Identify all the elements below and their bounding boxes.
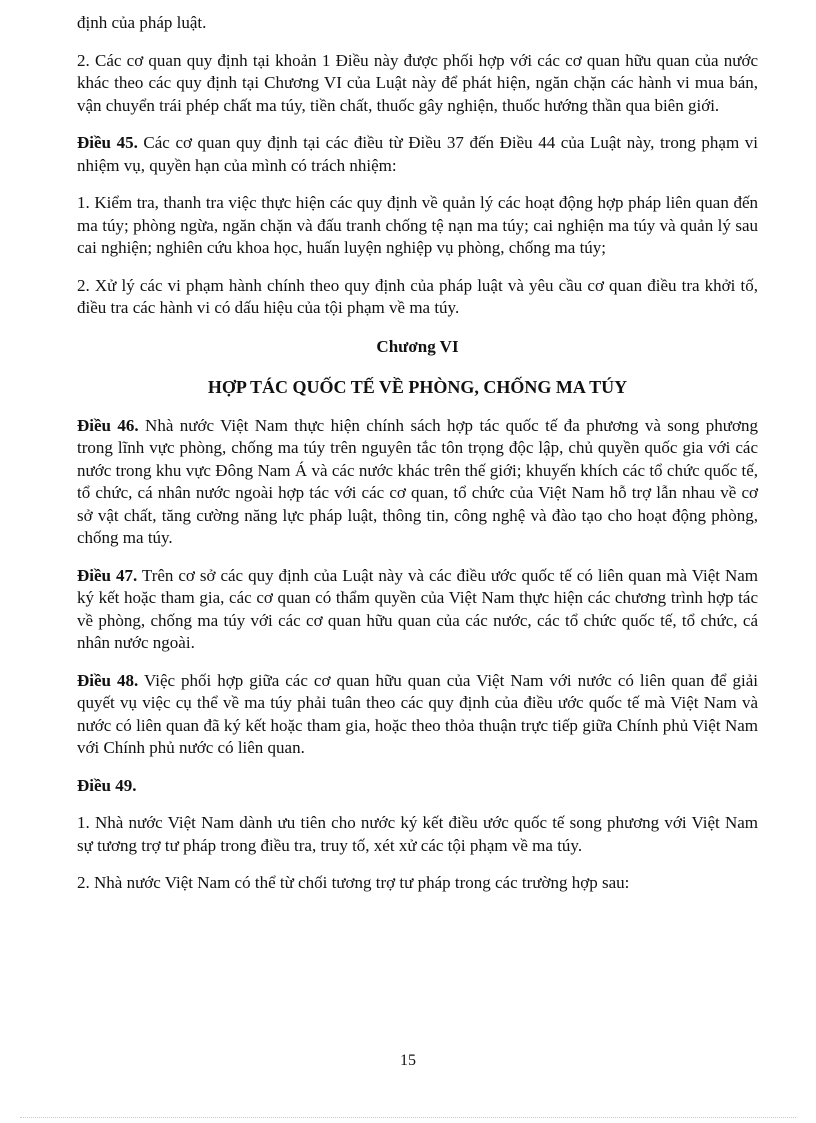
paragraph-article-44-clause-2: 2. Các cơ quan quy định tại khoản 1 Điều này được phối hợp với các cơ quan hữu quan của nước khác theo các quy định tại Chương VI của Luật này để phát hiện, ngăn chặn các hành vi mua bán, vận chuyển trái phép chất ma túy, tiền chất, thuốc gây nghiện, thuốc hướng thần qua biên giới.	[77, 50, 758, 115]
article-49-label: Điều 49.	[77, 775, 137, 795]
paragraph-continuation: định của pháp luật.	[77, 13, 207, 32]
article-48-label: Điều 48.	[77, 670, 139, 690]
paragraph-article-48	[77, 670, 758, 760]
article-45-text: Các cơ quan quy định tại các điều từ Điều 37 đến Điều 44 của Luật này, trong phạm vi nhiệm vụ, quyền hạn của mình có trách nhiệm:	[77, 133, 759, 175]
article-46-label: Điều 46.	[77, 415, 139, 435]
chapter-label: Chương VI	[376, 336, 459, 356]
paragraph-article-49-clause-2: 2. Nhà nước Việt Nam có thể từ chối tương trợ tư pháp trong các trường hợp sau:	[77, 873, 630, 892]
paragraph-article-49-clause-1: 1. Nhà nước Việt Nam dành ưu tiên cho nước ký kết điều ước quốc tế song phương với Việt Nam sự tương trợ tư pháp trong điều tra, truy tố, xét xử các tội phạm về ma túy.	[77, 813, 758, 855]
paragraph-article-45-clause-2: 2. Xử lý các vi phạm hành chính theo quy định của pháp luật và yêu cầu cơ quan điều tra khởi tố, điều tra các hành vi có dấu hiệu của tội phạm về ma túy.	[77, 275, 758, 317]
article-48-text: Việc phối hợp giữa các cơ quan hữu quan của Việt Nam với nước có liên quan để giải quyết vụ việc cụ thể về ma túy phải tuân theo các quy định của điều ước quốc tế mà Việt Nam và nước có liên quan đã ký kết hoặc tham gia, hoặc theo thỏa thuận trực tiếp giữa Chính phủ Việt Nam với Chính phủ nước có liên quan.	[77, 670, 759, 757]
article-45-label: Điều 45.	[77, 133, 138, 152]
article-46-text: Nhà nước Việt Nam thực hiện chính sách hợp tác quốc tế đa phương và song phương trong lĩnh vực phòng, chống ma túy trên nguyên tắc tôn trọng độc lập, chủ quyền quốc gia với các nước trong khu vực Đông Nam Á và các nước khác trên thế giới; khuyến khích các tổ chức quốc tế, tổ chức, cá nhân nước ngoài hợp tác với các cơ quan, tổ chức của Việt Nam hỗ trợ lẫn nhau về cơ sở vật chất, tăng cường năng lực pháp luật, thông tin, công nghệ và đào tạo cho hoạt động phòng, chống ma túy.	[77, 415, 759, 547]
chapter-title: HỢP TÁC QUỐC TẾ VỀ PHÒNG, CHỐNG MA TÚY	[207, 377, 628, 397]
page-bottom-divider	[20, 1117, 796, 1118]
document-page	[77, 12, 758, 910]
paragraph-article-45-clause-1: 1. Kiểm tra, thanh tra việc thực hiện các quy định về quản lý các hoạt động hợp pháp liên quan đến ma túy; phòng ngừa, ngăn chặn và đấu tranh chống tệ nạn ma túy; cai nghiện ma túy và quản lý sau cai nghiện; nghiên cứu khoa học, huấn luyện nghiệp vụ phòng, chống ma túy;	[77, 193, 758, 257]
paragraph-article-47	[77, 565, 758, 655]
page-number: 15	[400, 1052, 416, 1069]
article-47-label: Điều 47.	[77, 565, 138, 585]
article-47-text: Trên cơ sở các quy định của Luật này và các điều ước quốc tế có liên quan mà Việt Nam ký kết hoặc tham gia, các cơ quan có thẩm quyền của Việt Nam thực hiện các chương trình hợp tác về phòng, chống ma túy với các cơ quan hữu quan của các nước, các tổ chức quốc tế, tổ chức, cá nhân nước ngoài.	[77, 565, 759, 652]
paragraph-article-45	[77, 132, 758, 177]
paragraph-article-46	[77, 415, 758, 550]
